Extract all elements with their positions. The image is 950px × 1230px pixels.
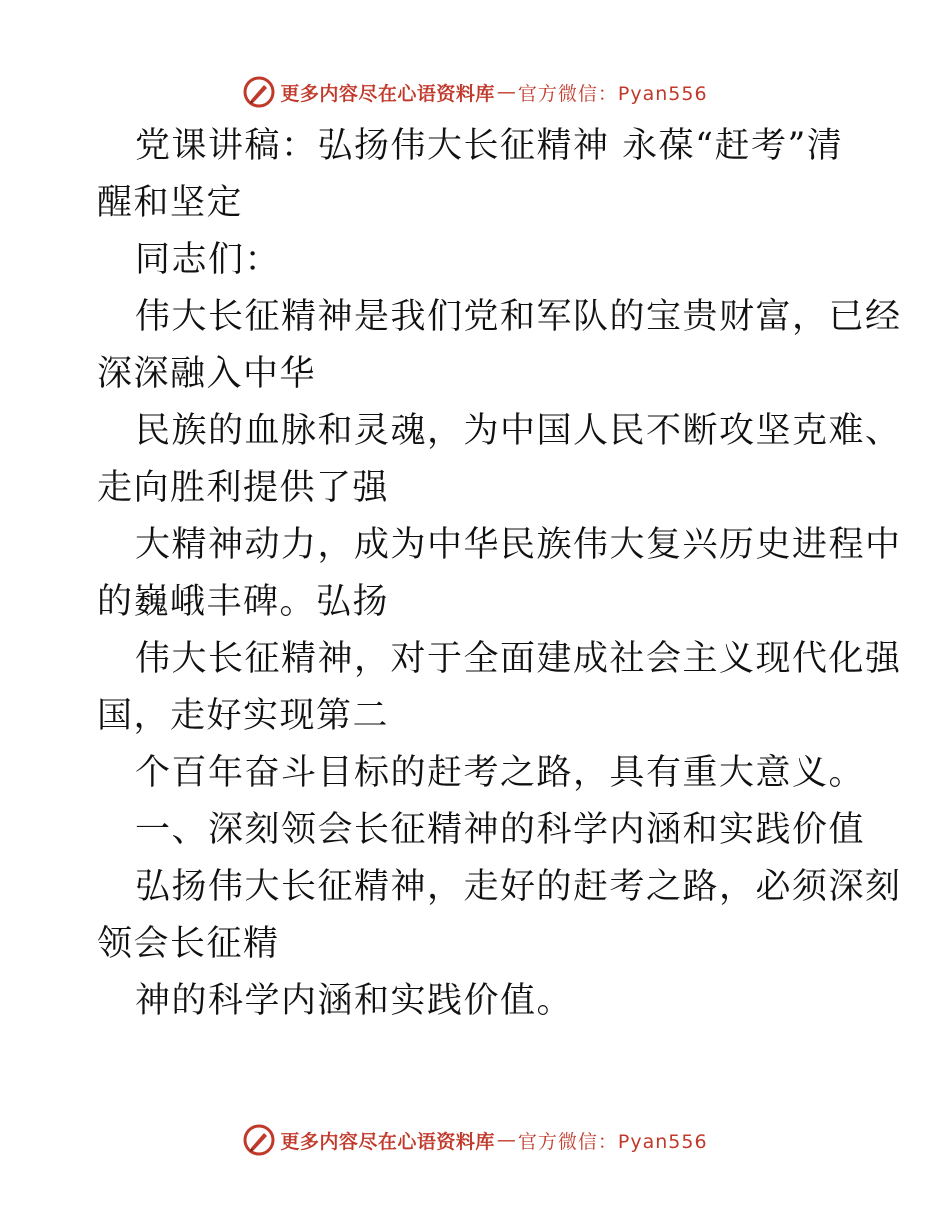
body-line: 走向胜利提供了强 [97, 468, 390, 508]
banner-text: 更多内容尽在心语资料库 [280, 82, 495, 105]
pen-circle-logo-icon [242, 1123, 276, 1157]
banner-separator: — [496, 1129, 516, 1151]
banner-separator: — [496, 81, 516, 103]
body-line: 大精神动力，成为中华民族伟大复兴历史进程中 [135, 525, 902, 565]
body-line: 国，走好实现第二 [97, 696, 390, 736]
banner-wechat: 官方微信：Pyan556 [517, 82, 708, 105]
body-line: 弘扬伟大长征精神，走好的赶考之路，必须深刻 [135, 867, 902, 907]
footer-banner [0, 1118, 950, 1162]
body-line: 伟大长征精神，对于全面建成社会主义现代化强 [135, 639, 902, 679]
banner-text: 更多内容尽在心语资料库 [280, 1130, 495, 1153]
body-line: 神的科学内涵和实践价值。 [135, 981, 574, 1021]
section-heading: 一、深刻领会长征精神的科学内涵和实践价值 [135, 810, 866, 850]
body-line: 民族的血脉和灵魂，为中国人民不断攻坚克难、 [135, 411, 902, 451]
salutation: 同志们： [135, 240, 282, 280]
body-line: 个百年奋斗目标的赶考之路，具有重大意义。 [135, 753, 866, 793]
pen-circle-logo-icon [242, 75, 276, 109]
body-line: 深深融入中华 [97, 354, 317, 394]
title-line-2: 醒和坚定 [97, 183, 244, 223]
document-body [97, 118, 902, 1030]
title-line-1: 党课讲稿：弘扬伟大长征精神 永葆“赶考”清 [135, 126, 844, 166]
body-line: 伟大长征精神是我们党和军队的宝贵财富，已经 [135, 297, 902, 337]
body-line: 领会长征精 [97, 924, 280, 964]
header-banner [0, 70, 950, 114]
banner-wechat: 官方微信：Pyan556 [517, 1130, 708, 1153]
body-line: 的巍峨丰碑。弘扬 [97, 582, 390, 622]
